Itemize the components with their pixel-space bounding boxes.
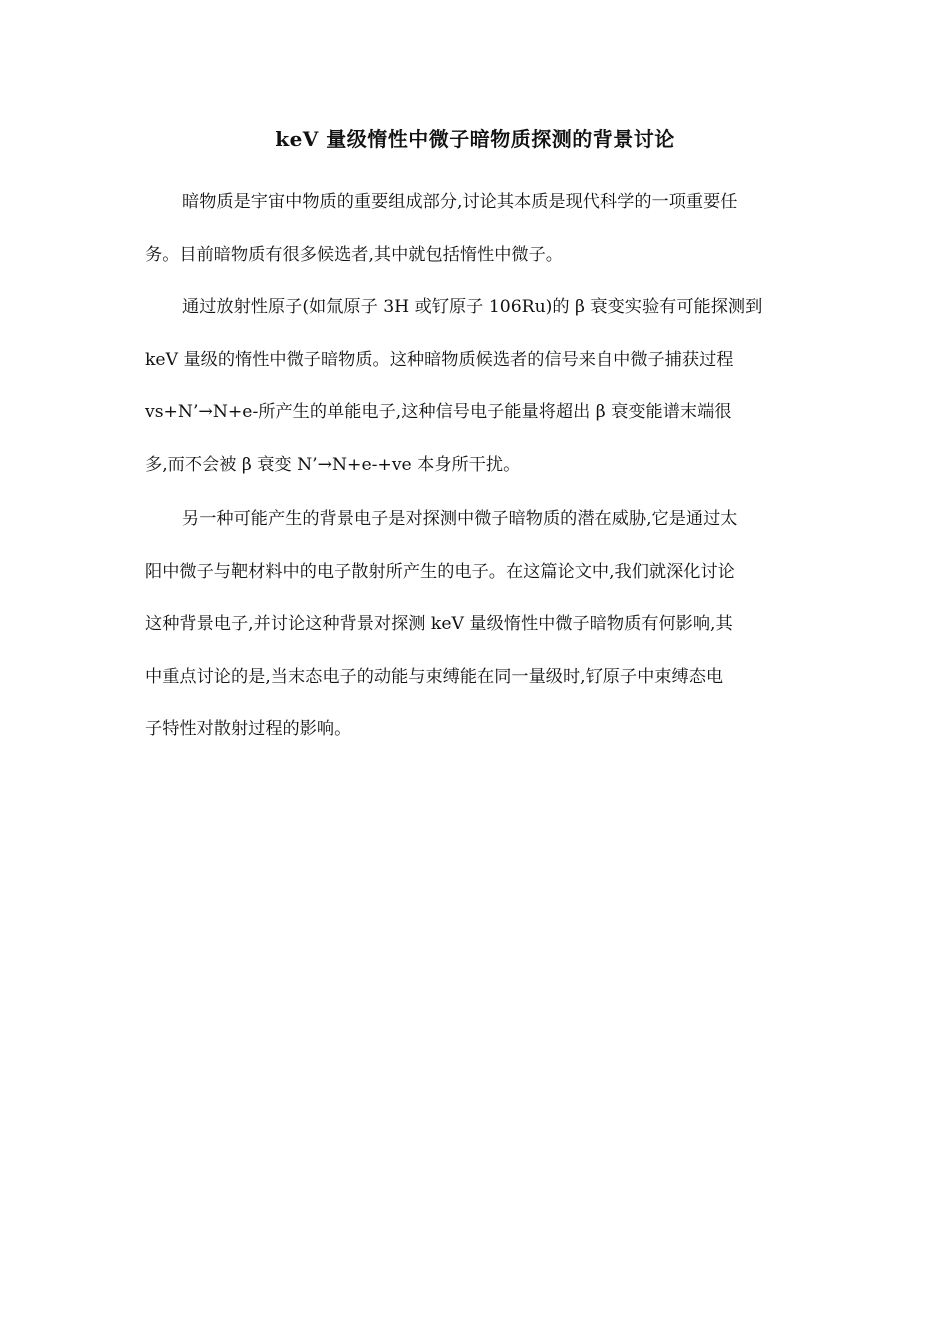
paragraph-line: keV 量级的惰性中微子暗物质。这种暗物质候选者的信号来自中微子捕获过程 <box>145 349 734 370</box>
paragraph-1 <box>145 176 807 281</box>
paragraph-line: 暗物质是宇宙中物质的重要组成部分,讨论其本质是现代科学的一项重要任 <box>182 192 738 212</box>
paragraph-line: 另一种可能产生的背景电子是对探测中微子暗物质的潜在威胁,它是通过太 <box>182 509 738 529</box>
paragraph-line: 多,而不会被 β 衰变 N’→N+e-+ve 本身所干扰。 <box>145 454 521 475</box>
paragraph-line: vs+N’→N+e-所产生的单能电子,这种信号电子能量将超出 β 衰变能谱末端很 <box>145 402 732 422</box>
paragraph-line: 通过放射性原子(如氚原子 3H 或钌原子 106Ru)的 β 衰变实验有可能探测到 <box>182 297 763 317</box>
document-title: keV 量级惰性中微子暗物质探测的背景讨论 <box>275 127 675 151</box>
paragraph-line: 这种背景电子,并讨论这种背景对探测 keV 量级惰性中微子暗物质有何影响,其 <box>145 614 733 634</box>
paragraph-line: 中重点讨论的是,当末态电子的动能与束缚能在同一量级时,钌原子中束缚态电 <box>145 666 724 687</box>
paragraph-line: 子特性对散射过程的影响。 <box>145 719 352 739</box>
paragraph-2 <box>145 281 807 491</box>
paragraph-line: 阳中微子与靶材料中的电子散射所产生的电子。在这篇论文中,我们就深化讨论 <box>145 561 735 582</box>
paragraph-line: 务。目前暗物质有很多候选者,其中就包括惰性中微子。 <box>145 244 563 265</box>
paragraph-3 <box>145 493 807 756</box>
